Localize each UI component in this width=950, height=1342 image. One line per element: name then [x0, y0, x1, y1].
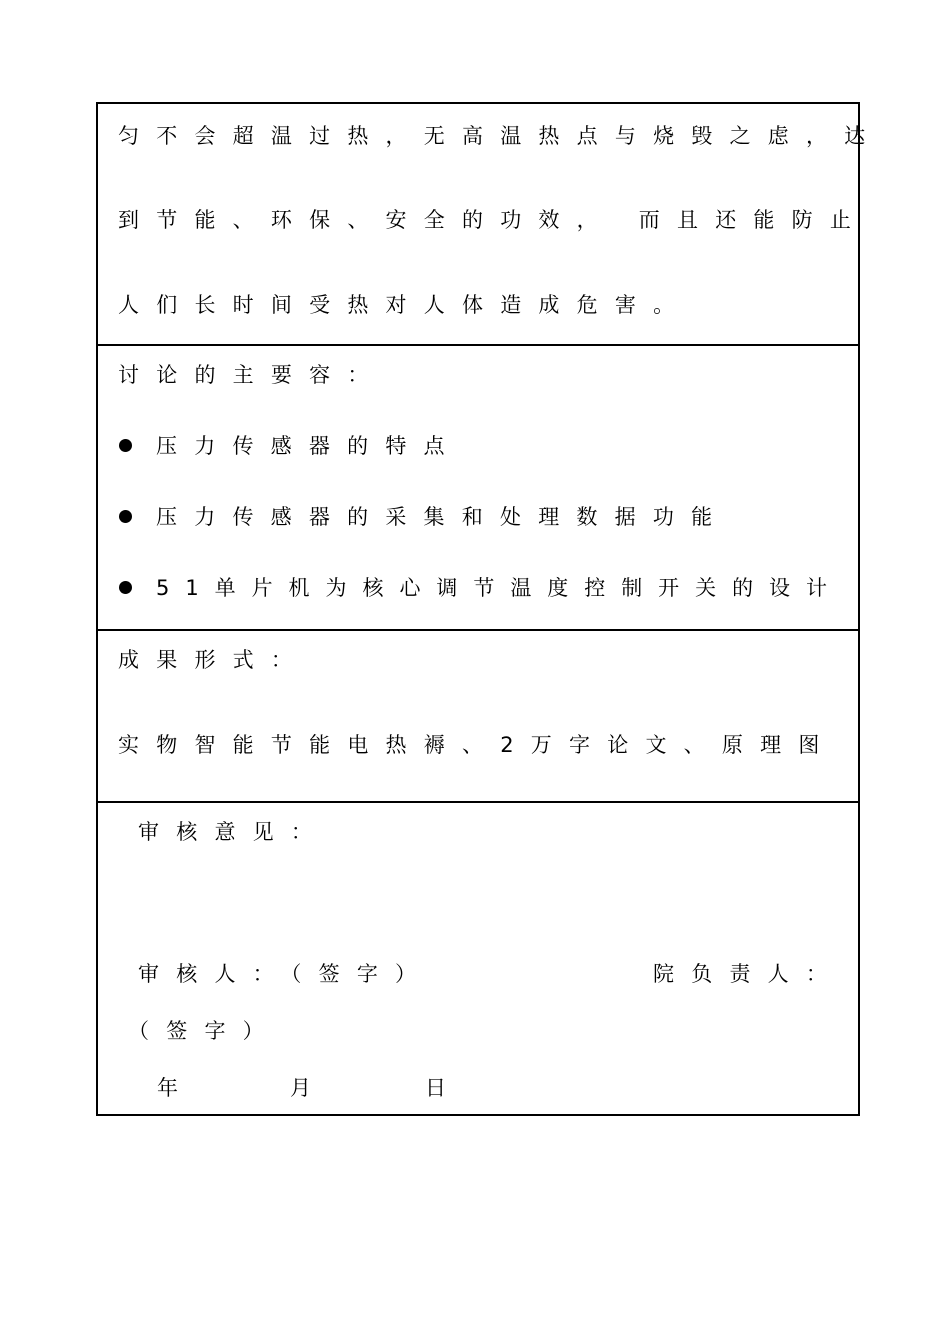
- description-line-3: 人们长时间受热对人体造成危害。: [118, 293, 692, 317]
- discussion-item-1: 压力传感器的特点: [156, 434, 462, 458]
- review-heading: 审核意见：: [138, 820, 330, 844]
- bullet-icon: [119, 439, 132, 452]
- discussion-item-2: 压力传感器的采集和处理数据功能: [156, 505, 730, 529]
- reviewer-signature-label: 审核人：（签字）: [138, 962, 434, 986]
- dean-label: 院负责人：: [653, 962, 845, 986]
- section-divider-2: [98, 629, 858, 631]
- description-line-2: 到节能、环保、安全的功效， 而且还能防止: [118, 208, 869, 232]
- bullet-icon: [119, 510, 132, 523]
- deliverables-content: 实物智能节能电热褥、2万字论文、原理图: [118, 733, 837, 757]
- discussion-item-3: 51单片机为核心调节温度控制开关的设计: [156, 576, 843, 600]
- dean-signature-label: （签字）: [128, 1019, 281, 1043]
- form-table: [96, 102, 883, 1116]
- date-month-label: 月: [290, 1076, 329, 1100]
- section-divider-1: [98, 344, 858, 346]
- bullet-icon: [119, 581, 132, 594]
- discussion-heading: 讨论的主要容：: [118, 363, 386, 387]
- description-line-1: 匀不会超温过热，无高温热点与烧毁之虑，达: [118, 124, 883, 148]
- date-year-label: 年: [157, 1076, 196, 1100]
- deliverables-heading: 成果形式：: [118, 648, 310, 672]
- section-divider-3: [98, 801, 858, 803]
- date-day-label: 日: [425, 1076, 464, 1100]
